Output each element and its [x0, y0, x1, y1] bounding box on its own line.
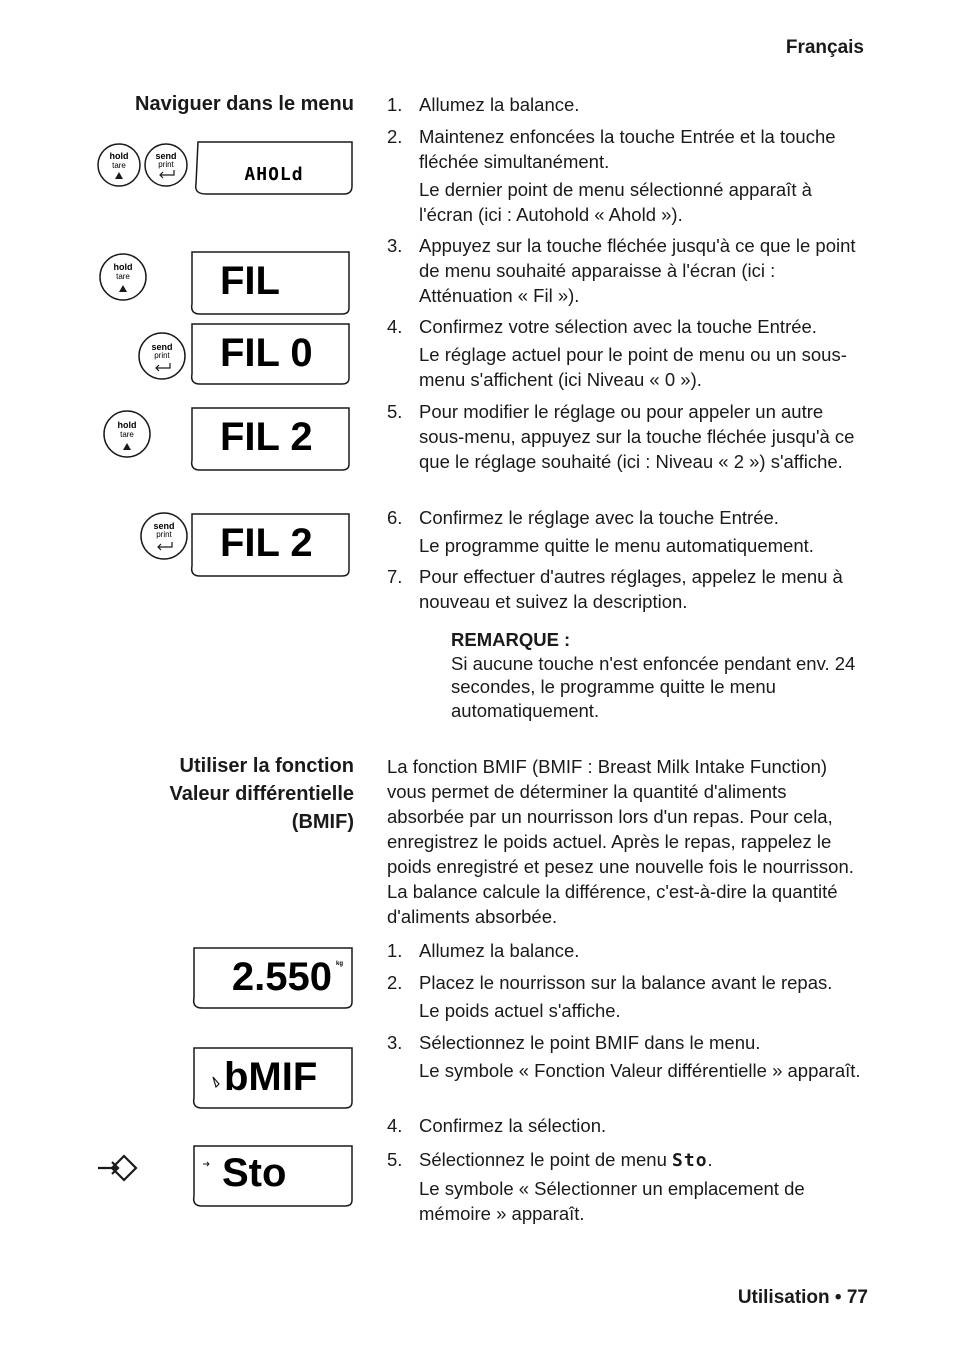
memory-location-small-icon — [203, 1162, 209, 1166]
step-number: 1. — [387, 940, 403, 961]
step-text: Allumez la balance. — [419, 940, 580, 961]
step-number: 5. — [387, 1149, 403, 1170]
step-6 — [387, 505, 867, 558]
step-number: 3. — [387, 235, 403, 256]
step-number: 4. — [387, 1115, 403, 1136]
display-text-bmif: bMIF — [224, 1055, 318, 1099]
step-3 — [387, 1030, 867, 1083]
section-heading-bmif: Utiliser la fonction Valeur différentielle (BMIF) — [169, 755, 354, 833]
step-text: Pour modifier le réglage ou pour appeler un autre sous-menu, appuyez sur la touche fléchée jusqu'à ce que le réglage souhaité (ici : Niveau « 2 ») s'affiche. — [419, 401, 855, 472]
step-4 — [387, 314, 867, 392]
send-print-key — [145, 144, 187, 186]
key-label-send: send — [155, 151, 177, 161]
key-label-send: send — [151, 342, 173, 352]
page-footer: Utilisation • 77 — [737, 1287, 868, 1308]
step-text: Appuyez sur la touche fléchée jusqu'à ce que le point de menu souhaité apparaisse à l'écran (ici : Atténuation « Fil »). — [419, 235, 856, 306]
lcd-display-fil — [192, 252, 349, 314]
send-print-key — [139, 333, 185, 379]
key-label-print: print — [158, 160, 174, 169]
step-result: Le dernier point de menu sélectionné apparaît à l'écran (ici : Autohold « Ahold »). — [419, 179, 812, 225]
lcd-display-weight — [194, 948, 352, 1008]
display-text-weight: 2.550 — [231, 955, 332, 999]
step-text: Maintenez enfoncées la touche Entrée et la touche fléchée simultanément. — [419, 126, 836, 172]
step-number: 6. — [387, 507, 403, 528]
step-7 — [387, 564, 867, 614]
step-result: Le symbole « Sélectionner un emplacement de mémoire » apparaît. — [419, 1178, 805, 1224]
bmif-figures — [96, 946, 356, 1214]
step-4 — [387, 1113, 867, 1138]
note-title: REMARQUE : — [451, 629, 571, 650]
step-text-before: Sélectionnez le point de menu — [419, 1149, 667, 1170]
step-result: Le symbole « Fonction Valeur différentielle » apparaît. — [419, 1060, 861, 1081]
lcd-display-fil-0 — [192, 324, 349, 384]
step-text: Confirmez le réglage avec la touche Entrée. — [419, 507, 779, 528]
step-number: 2. — [387, 972, 403, 993]
key-label-tare: tare — [116, 272, 130, 281]
step-1 — [387, 92, 867, 117]
step-number: 1. — [387, 94, 403, 115]
step-text: Confirmez votre sélection avec la touche Entrée. — [419, 316, 817, 337]
key-label-tare: tare — [112, 161, 126, 170]
step-5 — [387, 399, 867, 474]
step-result: Le programme quitte le menu automatiquement. — [419, 535, 814, 556]
step-number: 4. — [387, 316, 403, 337]
step-number: 7. — [387, 566, 403, 587]
lcd-display-bmif — [194, 1048, 352, 1108]
step-number: 5. — [387, 401, 403, 422]
step-3 — [387, 233, 867, 308]
language-label: Français — [785, 37, 864, 58]
lcd-display-fil-2 — [192, 408, 349, 470]
step-text — [419, 1147, 867, 1173]
step-5 — [387, 1147, 867, 1226]
menu-navigation-figures — [96, 136, 356, 596]
difference-function-icon — [213, 1077, 219, 1087]
step-2 — [387, 124, 867, 227]
hold-tare-key — [98, 144, 140, 186]
display-text-fil-2-confirmed: FIL 2 — [220, 521, 313, 565]
note-box — [451, 628, 871, 722]
display-unit-kg: kg — [336, 961, 344, 967]
hold-tare-key — [104, 411, 150, 457]
display-text-sto: Sto — [222, 1151, 287, 1195]
display-text-fil: FIL — [220, 259, 280, 303]
step-text: Sélectionnez le point BMIF dans le menu. — [419, 1032, 761, 1053]
step-text: Confirmez la sélection. — [419, 1115, 607, 1136]
step-number: 3. — [387, 1032, 403, 1053]
key-label-print: print — [154, 351, 170, 360]
step-1 — [387, 938, 867, 963]
section-heading-menu-navigation: Naviguer dans le menu — [135, 93, 354, 115]
step-text: Pour effectuer d'autres réglages, appelez le menu à nouveau et suivez la description. — [419, 566, 843, 612]
display-text-fil-0: FIL 0 — [220, 331, 313, 375]
key-label-hold: hold — [117, 420, 137, 430]
send-print-key — [141, 513, 187, 559]
key-label-tare: tare — [120, 430, 134, 439]
display-text-fil-2: FIL 2 — [220, 415, 313, 459]
key-label-send: send — [153, 521, 175, 531]
step-text-after: . — [707, 1149, 713, 1170]
lcd-display-sto — [194, 1146, 352, 1206]
inline-display-sto: Sto — [672, 1150, 708, 1171]
step-number: 2. — [387, 126, 403, 147]
display-text-ahold: AHOLd — [244, 164, 304, 185]
step-result: Le poids actuel s'affiche. — [419, 1000, 621, 1021]
key-label-hold: hold — [113, 262, 133, 272]
step-result: Le réglage actuel pour le point de menu ou un sous-menu s'affichent (ici Niveau « 0 »). — [419, 344, 847, 390]
memory-location-symbol-icon — [98, 1156, 136, 1180]
key-label-hold: hold — [109, 151, 129, 161]
hold-tare-key — [100, 254, 146, 300]
key-label-print: print — [156, 530, 172, 539]
lcd-display-fil-2-confirmed — [192, 514, 349, 576]
note-text: Si aucune touche n'est enfoncée pendant env. 24 secondes, le programme quitte le menu automatiquement. — [451, 652, 856, 721]
bmif-intro-paragraph: La fonction BMIF (BMIF : Breast Milk Intake Function) vous permet de déterminer la quantité d'aliments absorbée par un nourrisson lors d'un repas. Pour cela, enregistrez le poids actuel. Après le repas, rappelez le poids enregistré et pesez une nouvelle fois le nourrisson. La balance calcule la différence, c'est-à-dire la quantité d'aliments absorbée. — [387, 756, 854, 927]
step-2 — [387, 970, 867, 1023]
lcd-display-ahold — [196, 142, 352, 194]
step-text: Allumez la balance. — [419, 94, 580, 115]
step-text: Placez le nourrisson sur la balance avant le repas. — [419, 972, 833, 993]
